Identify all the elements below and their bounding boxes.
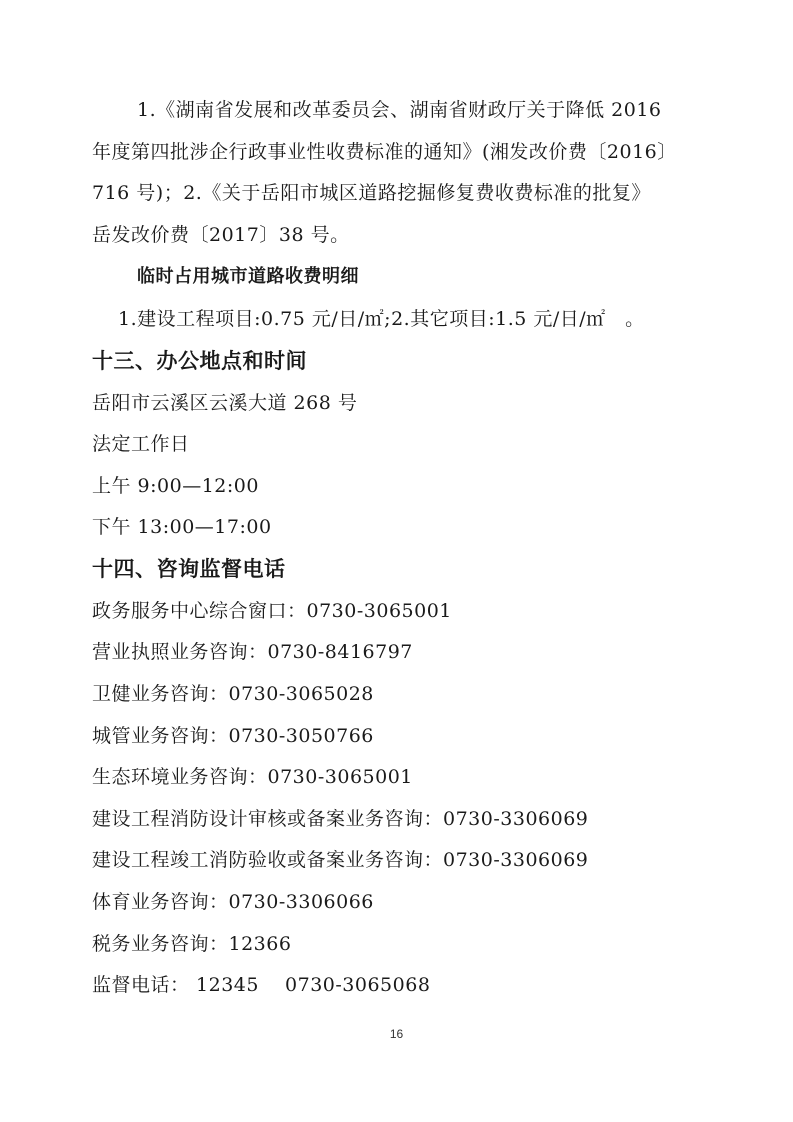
contact-line: 建设工程竣工消防验收或备案业务咨询：0730-3306069 (92, 849, 589, 871)
contact-line: 政务服务中心综合窗口：0730-3065001 (92, 600, 452, 622)
page-number: 16 (389, 1027, 404, 1041)
contact-line: 体育业务咨询：0730-3306066 (92, 891, 374, 913)
supervision-phone: 监督电话： 12345 0730-3065068 (92, 974, 431, 996)
contact-line: 建设工程消防设计审核或备案业务咨询：0730-3306069 (92, 808, 589, 830)
office-hours-morning: 上午 9:00—12:00 (92, 475, 259, 497)
fee-section-title: 临时占用城市道路收费明细 (137, 266, 359, 287)
contact-line: 营业执照业务咨询：0730-8416797 (92, 641, 413, 663)
contact-line: 卫健业务咨询：0730-3065028 (92, 683, 374, 705)
fee-section-detail: 1.建设工程项目:0.75 元/日/㎡;2.其它项目:1.5 元/日/㎡ 。 (118, 308, 645, 330)
contact-line: 城管业务咨询：0730-3050766 (92, 725, 374, 747)
paragraph-line-4: 岳发改价费〔2017〕38 号。 (92, 224, 350, 246)
contact-line: 生态环境业务咨询：0730-3065001 (92, 766, 413, 788)
office-hours-afternoon: 下午 13:00—17:00 (92, 516, 272, 538)
section-14-heading: 十四、咨询监督电话 (92, 557, 286, 581)
office-address: 岳阳市云溪区云溪大道 268 号 (92, 392, 358, 414)
paragraph-line-1: 1.《湖南省发展和改革委员会、湖南省财政厅关于降低 2016 (137, 99, 662, 121)
contact-line: 税务业务咨询：12366 (92, 933, 292, 955)
paragraph-line-2: 年度第四批涉企行政事业性收费标准的通知》(湘发改价费〔2016〕 (92, 141, 677, 163)
office-workday: 法定工作日 (92, 433, 190, 455)
section-13-heading: 十三、办公地点和时间 (92, 349, 307, 373)
paragraph-line-3: 716 号)；2.《关于岳阳市城区道路挖掘修复费收费标准的批复》 (92, 182, 651, 204)
